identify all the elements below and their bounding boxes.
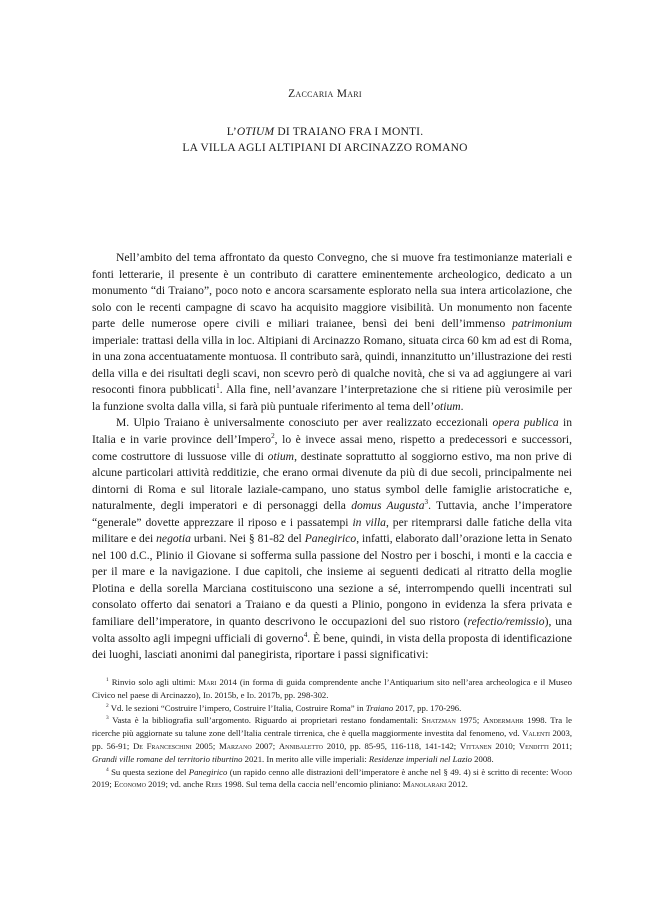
p2-text-b: in Italia e in varie province dell’Impero xyxy=(92,416,572,447)
fn3-text-c: 1998. Tra le ricerche più aggiornate su talune zone dell’Italia centrale tirrenica, che è quella maggiormente investita dal fenomeno, vd. xyxy=(92,715,572,739)
footnote-4 xyxy=(92,766,572,792)
footnote-2-number: 2 xyxy=(106,702,109,709)
paragraph-1 xyxy=(92,250,572,415)
title-line-1 xyxy=(0,124,650,140)
p2-text-c: , lo è invece assai meno, rispetto a predecessori e successori, come costruttore di lussuose ville di xyxy=(92,433,572,463)
p2-text-a: M. Ulpio Traiano è universalmente conosciuto per aver realizzato eccezionali xyxy=(116,416,493,430)
paragraph-2 xyxy=(92,415,572,663)
fn3-author-andermahr: Andermahr xyxy=(482,715,524,726)
fn3-author-valenti: Valenti xyxy=(522,728,550,739)
footnote-2 xyxy=(92,702,572,715)
fn3-text-j: 2021. In merito alle ville imperiali: xyxy=(242,753,369,764)
fn3-author-vittanen: Vittanen xyxy=(459,740,492,751)
p2-text-e: . Tuttavia, anche l’imperatore “generale” dovette apprezzare il riposo e i passatempi xyxy=(92,499,572,529)
p2-italic-domus-augusta: domus Augusta xyxy=(351,499,425,513)
fn3-text-k: 2008. xyxy=(471,753,494,764)
footnote-ref-4: 4 xyxy=(303,630,308,639)
fn4-author-manolaraki: Manolaraki xyxy=(402,779,447,790)
fn1-text-a: Rinvio solo agli ultimi: xyxy=(108,677,199,687)
fn4-text-d: 2019; vd. anche xyxy=(145,779,206,790)
fn1-text-b: 2014 (in forma di guida comprendente anche l’Antiquarium sito nell’area archeologica e il Museo Civico nel paese di Arcinazzo), xyxy=(92,677,572,700)
footnote-3-number: 3 xyxy=(106,715,109,722)
fn3-author-venditti: Venditti xyxy=(518,740,549,751)
title-prefix: L’ xyxy=(226,126,237,138)
fn2-italic-traiano: Traiano xyxy=(365,702,394,713)
fn4-text-c: 2019; xyxy=(92,779,114,790)
p1-text-d: . xyxy=(460,399,464,413)
fn4-text-b: (un rapido cenno alle distrazioni dell’imperatore è anche nel § 49. 4) si è scritto di recente: xyxy=(227,766,551,777)
fn1-id-2: Id. xyxy=(246,689,257,700)
fn1-id-1: Id. xyxy=(202,689,213,700)
fn2-text-b: 2017, pp. 170-296. xyxy=(393,702,462,713)
p2-italic-in-villa: in villa xyxy=(352,515,386,529)
author-name: Zaccaria Mari xyxy=(288,88,362,100)
fn4-author-economo: Economo xyxy=(113,779,146,790)
fn3-italic-residenze: Residenze imperiali nel Lazio xyxy=(368,753,472,764)
fn4-text-a: Su questa sezione del xyxy=(108,766,189,777)
p2-italic-refectio: refectio/remissio xyxy=(467,615,545,629)
p2-text-k: . È bene, quindi, in vista della proposta di identificazione dei luoghi, lasciati anonimi dal panegirista, riportare i passi significativi: xyxy=(92,631,573,662)
p1-text-b: imperiale: trattasi della villa in loc. Altipiani di Arcinazzo Romano, situata circa 60 km ad est di Roma, in una zona accentuatamente montuosa. Il contributo sarà, quindi, innanzitutto un’illustrazione dei resti della villa e dei risultati degli scavi, non scevro però di qualche novità, che si va ad aggiungere ai vari resoconti finora pubblicati xyxy=(92,333,572,397)
p1-italic-patrimonium: patrimonium xyxy=(512,317,572,331)
fn4-author-rees: Rees xyxy=(205,779,223,790)
p2-italic-opera-publica: opera publica xyxy=(492,416,559,430)
fn2-text-a: Vd. le sezioni “Costruire l’impero, Costruire l’Italia, Costruire Roma” in xyxy=(108,702,366,713)
fn3-author-de-franceschini: De Franceschini xyxy=(132,740,192,751)
fn1-text-d: 2017b, pp. 298-302. xyxy=(256,689,329,700)
fn1-text-c: 2015b, e xyxy=(212,689,247,700)
fn3-text-d: 2003, pp. 56-91; xyxy=(92,728,572,751)
fn4-italic-panegirico: Panegirico xyxy=(188,766,228,777)
fn3-author-marzano: Marzano xyxy=(218,740,252,751)
body-text xyxy=(92,250,572,664)
p2-text-g: urbani. Nei § 81-82 del xyxy=(190,532,305,546)
fn1-author-mari: Mari xyxy=(198,677,217,687)
fn3-text-h: 2010; xyxy=(491,740,519,751)
p2-text-f: , per ritemprarsi dalle fatiche della vita militare e dei xyxy=(92,515,572,546)
title-otium: OTIUM xyxy=(236,126,275,138)
p2-text-d: , destinate soprattutto al soggiorno estivo, ma non prive di alcune particolari attività redditizie, che erano ormai divenute da più di due secoli, principalmente nei dintorni di Roma e sul litorale laziale-campano, uno status symbol delle famiglie aristocratiche e, naturalmente, degli imperatori e di personaggi della xyxy=(92,449,573,513)
fn3-text-e: 2005; xyxy=(191,740,219,751)
fn3-author-shatzman: Shatzman xyxy=(421,715,456,726)
footnote-4-number: 4 xyxy=(106,766,109,773)
p2-italic-otium: otium xyxy=(267,449,295,463)
fn4-text-f: 2012. xyxy=(446,779,468,790)
p2-italic-panegirico: Panegirico xyxy=(304,532,357,546)
fn3-text-g: 2010, pp. 85-95, 116-118, 141-142; xyxy=(323,740,460,751)
fn3-italic-grandi-ville: Grandi ville romane del territorio tiburtino xyxy=(92,753,243,764)
fn3-text-i: 2011; xyxy=(548,740,572,751)
fn4-author-wood: Wood xyxy=(550,766,572,777)
footnote-1 xyxy=(92,676,572,702)
p2-italic-negotia: negotia xyxy=(156,532,191,546)
p1-italic-otium: otium xyxy=(434,399,461,413)
footnote-1-number: 1 xyxy=(106,677,109,684)
footnote-ref-3: 3 xyxy=(424,498,429,507)
fn3-text-f: 2007; xyxy=(251,740,279,751)
footnote-3 xyxy=(92,714,572,765)
fn4-text-e: 1998. Sul tema della caccia nell’encomio pliniano: xyxy=(222,779,403,790)
article-title xyxy=(0,124,650,156)
footnotes xyxy=(92,676,572,791)
footnote-ref-1: 1 xyxy=(216,382,220,391)
fn3-author-annibaletto: Annibaletto xyxy=(278,740,324,751)
footnote-ref-2: 2 xyxy=(271,432,275,441)
p1-text-a: Nell’ambito del tema affrontato da questo Convegno, che si muove fra testimonianze materiali e fonti letterarie, il presente è un contributo di carattere eminentemente archeologico, dedicato a un monumento “di Traiano”, poco noto e ancora scarsamente esplorato nella sua intera articolazione, che solo con le recenti campagne di scavo ha acquisito maggiore visibilità. Un monumento non facente parte delle numerose opere civili e miliari traianee, bensì dei beni dell’immenso xyxy=(92,251,572,331)
fn3-text-a: Vasta è la bibliografia sull’argomento. Riguardo ai proprietari restano fondamentali: xyxy=(108,715,422,726)
p1-text-c: . Alla fine, nell’avanzare l’interpretazione che si ritiene più verosimile per la funzione svolta dalla villa, si farà più puntuale riferimento al tema dell’ xyxy=(92,383,573,413)
p2-text-h: , infatti, elaborato dall’orazione letta in Senato nel 100 d.C., Plinio il Giovane si sofferma sulla passione del Nostro per i boschi, i monti e la caccia e per il mare e la navigazione. I due capitoli, che insieme ai seguenti dedicati al ritratto della moglie Plotina e della sorella Marciana costituiscono una sezione a sé, interrompendo quelli incentrati sul consolato offerto dai senatori a Traiano e da questi a Plinio, pongono in evidenza la sfera privata e familiare dell’imperatore, in quanto descrivono le occupazioni del suo ristoro ( xyxy=(92,532,573,629)
fn3-text-b: 1975; xyxy=(455,715,483,726)
title-line-2: LA VILLA AGLI ALTIPIANI DI ARCINAZZO ROMANO xyxy=(182,142,468,154)
title-suffix: DI TRAIANO FRA I MONTI. xyxy=(274,126,424,138)
p2-text-j: ), una volta assolto agli impegni ufficiali di governo xyxy=(92,615,573,645)
